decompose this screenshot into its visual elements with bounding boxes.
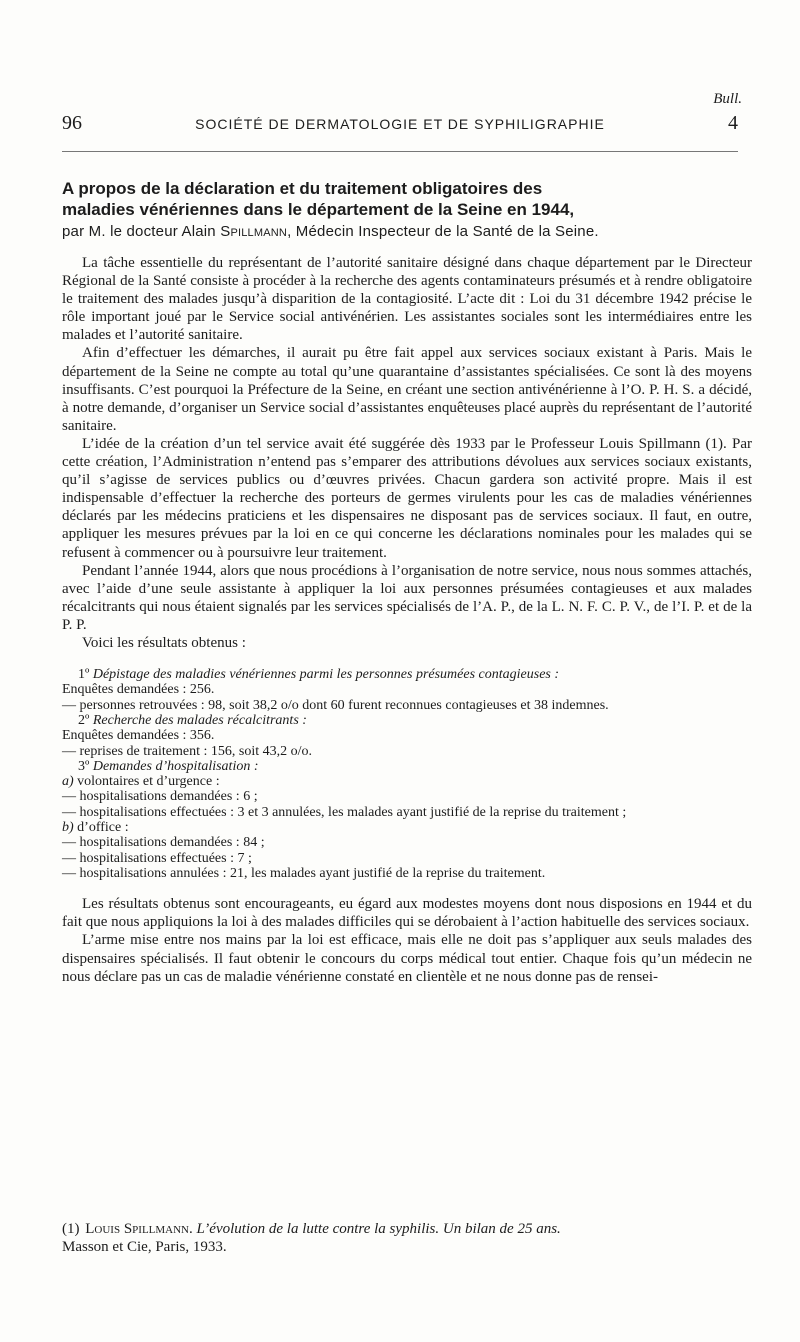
result-line: — hospitalisations annulées : 21, les malades ayant justifié de la reprise du traitement. [62,865,546,881]
section-title: Recherche des malades récalcitrants : [92,712,307,728]
sub-label: a) [62,774,74,790]
result-line: — personnes retrouvées : 98, soit 38,2 o/o dont 60 furent reconnues contagieuses et 38 indemnes. [62,697,609,713]
result-line: — reprises de traitement : 156, soit 43,2 o/o. [62,743,313,759]
paragraph: La tâche essentielle du représentant de l’autorité sanitaire désigné dans chaque département par le Directeur Régional de la Santé consiste à procéder à la recherche des agents contaminateurs présumés et à rendre obligatoire le traitement des malades jusqu’à disparition de la contagiosité. L’acte dit : Loi du 31 décembre 1942 précise le rôle important joué par le Service social antivénérien. Les assistantes sociales sont les intermédiaires entre les malades et l’autorité sanitaire. [62,255,752,344]
result-subheading [62,774,752,789]
sub-title: volontaires et d’urgence : [77,774,220,790]
header-note: Bull. [713,91,742,107]
page-number: 96 [62,112,82,134]
result-heading-1 [62,667,752,682]
section-number: 2º [78,712,90,728]
footnote-mark: (1) [62,1221,80,1237]
footnote-author: Louis Spillmann. [85,1221,193,1237]
result-line: — hospitalisations effectuées : 7 ; [62,850,252,866]
results-list [62,667,752,881]
footnote-title: L’évolution de la lutte contre la syphilis. Un bilan de 25 ans. [196,1221,561,1237]
section-title: Demandes d’hospitalisation : [92,758,259,774]
article-title [62,178,744,220]
result-heading-2 [62,713,752,728]
paragraph: Afin d’effectuer les démarches, il aurait pu être fait appel aux services sociaux existant à Paris. Mais le département de la Seine ne compte au total qu’une quarantaine d’assistantes spécialisées. Ce sont là des moyens insuffisants. C’est pourquoi la Préfecture de la Seine, en créant une section antivénérienne à l’O. P. H. S. a décidé, à notre demande, d’organiser un Service social d’assistantes enquêteuses placé auprès du représentant de l’autorité sanitaire. [62,345,752,434]
result-line: — hospitalisations demandées : 6 ; [62,789,258,805]
title-line-2: maladies vénériennes dans le département de la Seine en 1944, [62,200,575,219]
result-line: Enquêtes demandées : 356. [62,728,215,744]
section-number: 3º [78,758,90,774]
byline-prefix: par M. le docteur Alain [62,223,216,240]
result-subheading [62,820,752,835]
running-head [62,112,738,136]
byline-author: Spillmann [220,223,288,240]
paragraph: Pendant l’année 1944, alors que nous procédions à l’organisation de notre service, nous nous sommes attachés, avec l’aide d’une seule assistante à appliquer la loi aux personnes présumées contagieuses et aux malades récalcitrants qui nous étaient signalés par les services spécialisés de l’A. P., de la L. N. F. C. P. V., de l’I. P. et de la P. P. [62,562,752,633]
footnote-publisher: Masson et Cie, Paris, 1933. [62,1239,227,1255]
paragraph: L’arme mise entre nos mains par la loi est efficace, mais elle ne doit pas s’appliquer aux seuls malades des dispensaires spécialisés. Il faut obtenir le concours du corps médical tout entier. Chaque fois qu’un médecin ne nous déclare pas un cas de maladie vénérienne constaté en clientèle et ne nous donne pas de rensei- [62,932,752,985]
article-body [62,254,752,986]
result-line: Enquêtes demandées : 256. [62,682,215,698]
paragraph: L’idée de la création d’un tel service avait été suggérée dès 1933 par le Professeur Louis Spillmann (1). Par cette création, l’Administration n’entend pas s’emparer des attributions dévolues aux services sociaux existants, qu’il s’agisse de services publics ou d’œuvres privées. Chacun gardera son activité propre. Mais il est indispensable d’effectuer la recherche des porteurs de germes virulents pour les cas de maladies vénériennes déclarés par les médecins praticiens et les dispensaires ne disposant pas de services sociaux. Il faut, en outre, appliquer les mesures prévues par la loi en ce qui concerne les déclarations nominales pour les malades qui se refusent à commencer ou à poursuivre leur traitement. [62,435,752,561]
byline [62,222,752,241]
header-rule [62,151,738,152]
result-heading-3 [62,759,752,774]
section-title: Dépistage des maladies vénériennes parmi les personnes présumées contagieuses : [92,667,560,683]
section-number: 1º [78,667,90,683]
paragraph: Les résultats obtenus sont encourageants, eu égard aux modestes moyens dont nous disposions en 1944 et du fait que nous appliquions la loi à des malades difficiles qui se dérobaient à l’action habituelle des services sociaux. [62,896,752,931]
footnote [62,1220,752,1256]
byline-suffix: , Médecin Inspecteur de la Santé de la Seine. [287,223,599,240]
title-line-1: A propos de la déclaration et du traitement obligatoires des [62,179,543,198]
result-line: — hospitalisations effectuées : 3 et 3 annulées, les malades ayant justifié de la reprise du traitement ; [62,804,627,820]
volume-number: 4 [728,112,738,134]
paragraph: Voici les résultats obtenus : [82,634,246,651]
journal-title: SOCIÉTÉ DE DERMATOLOGIE ET DE SYPHILIGRAPHIE [195,116,605,132]
sub-label: b) [62,820,74,836]
conclusion [62,895,752,985]
result-line: — hospitalisations demandées : 84 ; [62,835,265,851]
sub-title: d’office : [77,820,129,836]
